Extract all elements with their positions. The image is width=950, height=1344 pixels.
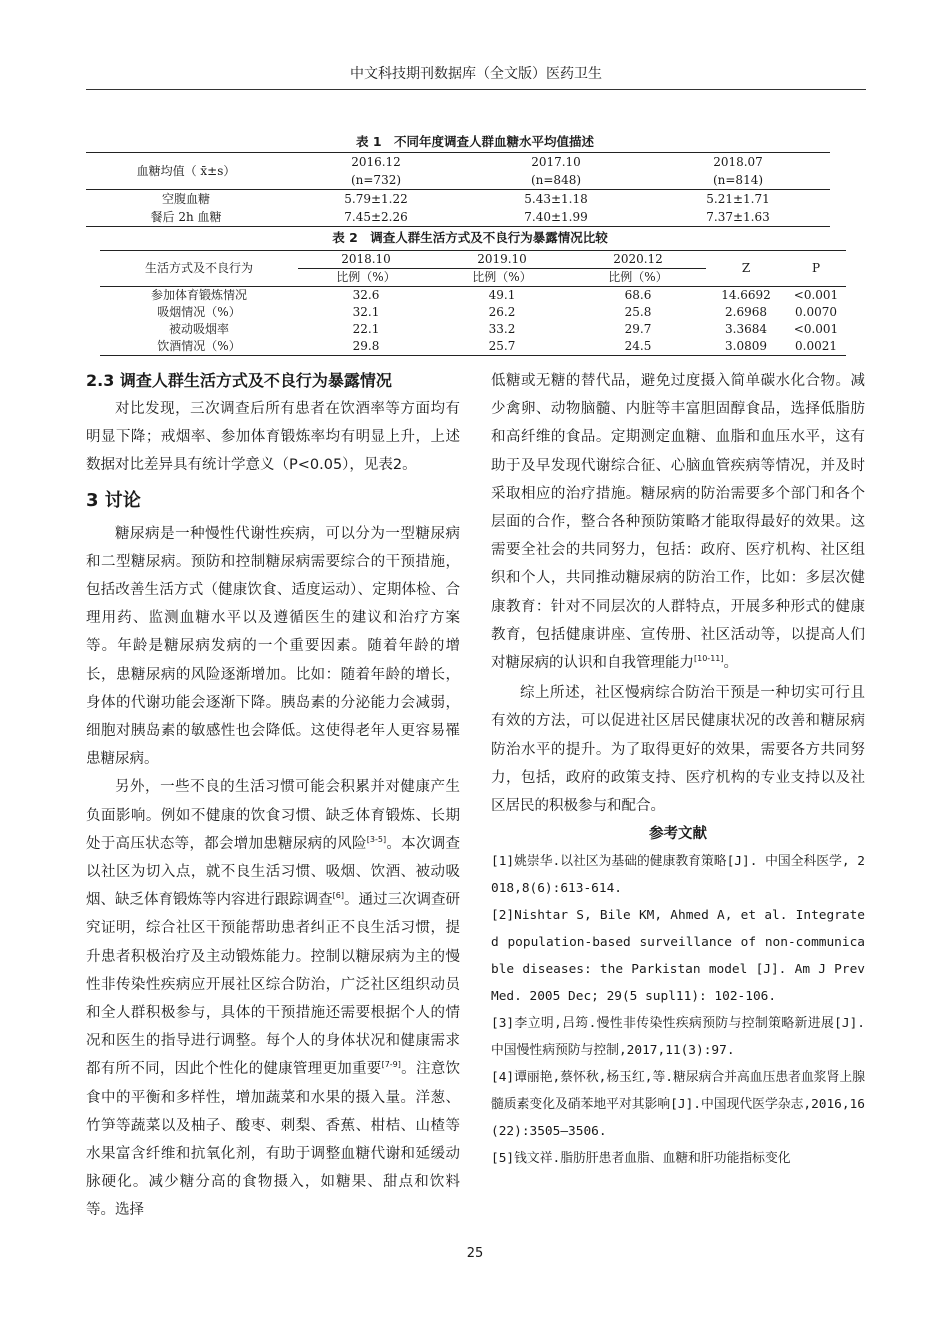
table2-row-label: 饮酒情况（%） — [100, 338, 298, 356]
table-row — [100, 321, 846, 338]
table2-z: 3.3684 — [725, 322, 767, 336]
citation[interactable]: [3-5] — [366, 834, 387, 844]
table2-z: 3.0809 — [706, 338, 786, 356]
table1 — [86, 152, 830, 227]
table2-z: 2.6968 — [725, 305, 767, 319]
table1-row-label: 餐后 2h 血糖 — [86, 208, 286, 227]
table1-col-n: (n=814) — [646, 171, 830, 190]
table2-z: 14.6692 — [721, 288, 771, 302]
table2-p: <0.001 — [793, 322, 839, 336]
citation[interactable]: [10-11] — [694, 654, 724, 664]
table2-caption: 表 2 调查人群生活方式及不良行为暴露情况比较 — [332, 230, 608, 245]
table2-col-sub: 比例（%） — [472, 270, 532, 284]
table1-cell: 7.40±1.99 — [466, 208, 646, 227]
reference-item: [4]谭丽艳,蔡怀秋,杨玉红,等.糖尿病合并高血压患者血浆肾上腺髓质素变化及硝苯地平对其影响[J].中国现代医学杂志,2016,16(22):3505—3506. — [491, 1070, 865, 1140]
table1-cell: 7.45±2.26 — [286, 208, 466, 227]
paragraph: 糖尿病是一种慢性代谢性疾病，可以分为一型糖尿病和二型糖尿病。预防和控制糖尿病需要综合的干预措施，包括改善生活方式（健康饮食、适度运动）、定期体检、合理用药、监测血糖水平以及遵循医生的建议和治疗方案等。年龄是糖尿病发病的一个重要因素。随着年龄的增长，患糖尿病的风险逐渐增加。比如：随着年龄的增长，身体的代谢功能会逐渐下降。胰岛素的分泌能力会减弱，细胞对胰岛素的敏感性也会降低。这使得老年人更容易罹患糖尿病。 — [86, 525, 460, 768]
text-run: 。注意饮食中的平衡和多样性，增加蔬菜和水果的摄入量。洋葱、竹笋等蔬菜以及柚子、酸枣、刺梨、香蕉、柑桔、山楂等水果富含纤维和抗氧化剂，有助于调整血糖代谢和延缓动脉硬化。减少糖分高的食物摄入，如糖果、甜点和饮料等。选择 — [86, 1061, 461, 1219]
text-run: 。 — [723, 655, 738, 672]
section-2-3-heading: 2.3 调查人群生活方式及不良行为暴露情况 — [86, 371, 392, 390]
table2-row-header: 生活方式及不良行为 — [100, 251, 298, 287]
journal-title: 中文科技期刊数据库（全文版）医药卫生 — [350, 66, 602, 82]
table2-cell: 29.8 — [298, 338, 434, 356]
table2-p: <0.001 — [793, 288, 839, 302]
paragraph — [86, 773, 460, 1224]
reference-item: [5]钱文祥.脂肪肝患者血脂、血糖和肝功能指标变化 — [491, 1151, 791, 1167]
table2 — [100, 250, 846, 356]
table2-cell: 68.6 — [624, 288, 652, 302]
table2-cell: 24.5 — [570, 338, 706, 356]
table2-col-sub: 比例（%） — [336, 270, 396, 284]
table-row — [100, 287, 846, 305]
table1-col-year: 2016.12 — [286, 153, 466, 172]
table1-cell: 7.37±1.63 — [646, 208, 830, 227]
text-run: 低糖或无糖的替代品，避免过度摄入简单碳水化合物。减少禽卵、动物脑髓、内脏等丰富胆固醇食品，选择低脂肪和高纤维的食品。定期测定血糖、血脂和血压水平，这有助于及早发现代谢综合征、心脑血管疾病等情况，并及时采取相应的治疗措施。糖尿病的防治需要多个部门和各个层面的合作，整合各种预防策略才能取得最好的效果。这需要全社会的共同努力，包括：政府、医疗机构、社区组织和个人，共同推动糖尿病的防治工作，比如：多层次健康教育：针对不同层次的人群特点，开展多种形式的健康教育，包括健康讲座、宣传册、社区活动等，以提高人们对糖尿病的认识和自我管理能力 — [491, 373, 865, 672]
running-header — [86, 64, 866, 90]
table2-p: 0.0021 — [786, 338, 846, 356]
table2-z-header: Z — [706, 251, 786, 287]
text-run: 。通过三次调查研究证明，综合社区干预能帮助患者纠正不良生活习惯，提升患者积极治疗及主动锻炼能力。控制以糖尿病为主的慢性非传染性疾病应开展社区综合防治，广泛社区组织动员和全人群积极参与，具体的干预措施还需要根据个人的情况和医生的指导进行调整。每个人的身体状况和健康需求都有所不同，因此个性化的健康管理更加重要 — [86, 892, 461, 1078]
paragraph: 综上所述，社区慢病综合防治干预是一种切实可行且有效的方法，可以促进社区居民健康状况的改善和糖尿病防治水平的提升。为了取得更好的效果，需要各方共同努力，包括，政府的政策支持、医疗机构的专业支持以及社区居民的积极参与和配合。 — [491, 685, 865, 815]
table2-row-label: 吸烟情况（%） — [157, 305, 241, 319]
citation[interactable]: [6] — [332, 891, 344, 901]
table2-cell: 25.7 — [434, 338, 570, 356]
reference-item: [2]Nishtar S, Bile KM, Ahmed A, et al. Integrated population-based surveillance of non-communicable diseases: the Parkistan model [J]. Am J Prev Med. 2005 Dec; 29(5 supl11): 102-106. — [491, 908, 865, 1005]
table2-cell: 49.1 — [488, 288, 516, 302]
text-run: 。本次调查以社区为切入点，就不良生活习惯、吸烟、饮酒、被动吸烟、缺乏体育锻炼等内容进行跟踪调查 — [86, 835, 461, 909]
table-row — [86, 190, 830, 209]
table2-p-header: P — [786, 251, 846, 287]
section-3-heading: 3 讨论 — [86, 489, 141, 511]
table1-cell: 5.79±1.22 — [344, 191, 408, 206]
table1-caption: 表 1 不同年度调查人群血糖水平均值描述 — [355, 134, 595, 149]
reference-item: [1]姚崇华.以社区为基础的健康教育策略[J]. 中国全科医学, 2018,8(6):613-614. — [491, 854, 865, 897]
table2-row-label: 被动吸烟率 — [168, 322, 229, 336]
table1-row-header: 血糖均值（ x̄±s） — [86, 153, 286, 190]
table2-cell: 29.7 — [624, 322, 652, 336]
table2-col-year: 2018.10 — [298, 251, 434, 269]
table2-cell: 33.2 — [488, 322, 516, 336]
table2-p: 0.0070 — [795, 305, 837, 319]
table2-col-year: 2019.10 — [434, 251, 570, 269]
table1-cell: 5.43±1.18 — [524, 191, 588, 206]
table-row — [100, 304, 846, 321]
table2-cell: 22.1 — [352, 322, 380, 336]
table1-col-n: (n=732) — [286, 171, 466, 190]
table1-col-year: 2017.10 — [466, 153, 646, 172]
page-number: 25 — [466, 1246, 484, 1261]
left-column — [86, 367, 460, 1225]
table2-cell: 25.8 — [624, 305, 652, 319]
table2-col-sub: 比例（%） — [608, 270, 668, 284]
table1-cell: 5.21±1.71 — [706, 191, 770, 206]
references-heading: 参考文献 — [649, 826, 707, 843]
table1-col-n: (n=848) — [466, 171, 646, 190]
table2-col-year: 2020.12 — [570, 251, 706, 269]
table-row — [86, 208, 830, 227]
text-run: 另外，一些不良的生活习惯可能会积累并对健康产生负面影响。例如不健康的饮食习惯、缺乏体育锻炼、长期处于高压状态等，都会增加患糖尿病的风险 — [86, 779, 460, 852]
table2-cell: 32.6 — [352, 288, 380, 302]
right-column — [491, 367, 865, 1172]
paragraph: 对比发现，三次调查后所有患者在饮酒率等方面均有明显下降；戒烟率、参加体育锻炼率均有明显上升，上述数据对比差异具有统计学意义（P<0.05），见表2。 — [86, 401, 460, 474]
citation[interactable]: [7-9] — [381, 1060, 401, 1070]
table2-cell: 32.1 — [352, 305, 380, 319]
paragraph — [491, 367, 865, 677]
table2-cell: 26.2 — [488, 305, 516, 319]
table1-col-year: 2018.07 — [646, 153, 830, 172]
table-row — [100, 338, 846, 356]
table2-row-label: 参加体育锻炼情况 — [150, 288, 247, 302]
table1-row-label: 空腹血糖 — [161, 191, 210, 206]
reference-item: [3]李立明,吕筠.慢性非传染性疾病预防与控制策略新进展[J]. 中国慢性病预防与控制,2017,11(3):97. — [491, 1016, 865, 1059]
